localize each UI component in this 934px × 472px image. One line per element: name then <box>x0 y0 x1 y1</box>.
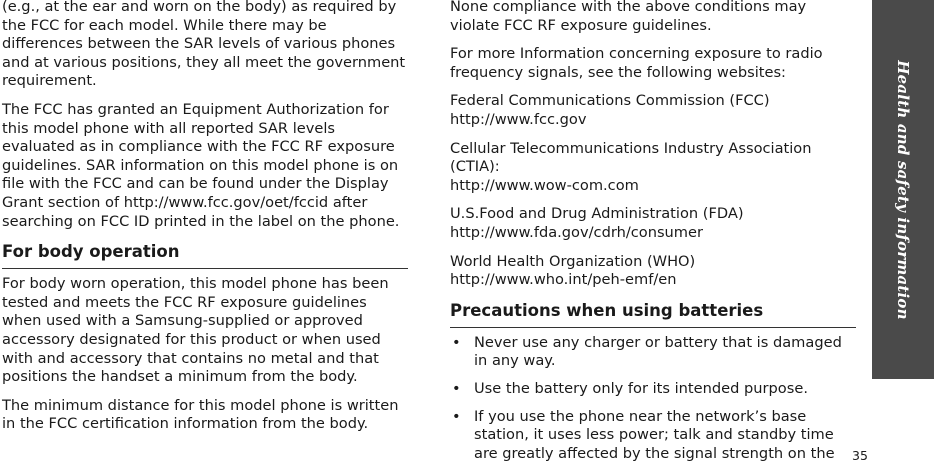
text-line: violate FCC RF exposure guidelines. <box>450 16 712 34</box>
left-column <box>2 0 408 444</box>
text-line: requirement. <box>2 72 97 90</box>
website-ctia <box>450 140 856 196</box>
org-url: http://www.fda.gov/cdrh/consumer <box>450 223 703 241</box>
text-line: The minimum distance for this model phone is written <box>2 396 399 414</box>
heading-body-operation: For body operation <box>2 241 408 269</box>
text-line: Grant section of http://www.fcc.gov/oet/fccid after <box>2 193 368 211</box>
website-fda <box>450 205 856 242</box>
org-url: http://www.who.int/peh-emf/en <box>450 271 677 289</box>
text-line: searching on FCC ID printed in the label on the phone. <box>2 212 400 230</box>
text-line: are greatly affected by the signal strength on the <box>474 444 835 462</box>
text-line: For body worn operation, this model phone has been <box>2 275 389 293</box>
section-title: Health and safety information <box>894 59 912 320</box>
org-name: U.S.Food and Drug Administration (FDA) <box>450 205 744 223</box>
text-line: If you use the phone near the network’s base <box>474 407 807 425</box>
paragraph-equipment-authorization <box>2 101 408 231</box>
org-name: Cellular Telecommunications Industry Association <box>450 139 812 157</box>
text-line: frequency signals, see the following websites: <box>450 63 786 81</box>
text-line: accessory designated for this product or when used <box>2 330 381 348</box>
paragraph-noncompliance <box>450 0 856 35</box>
list-item <box>450 408 856 464</box>
text-line: (e.g., at the ear and worn on the body) as required by <box>2 0 397 15</box>
website-who <box>450 253 856 290</box>
list-item <box>450 380 856 399</box>
text-line: The FCC has granted an Equipment Authorization for <box>2 100 389 118</box>
text-line: station, it uses less power; talk and standby time <box>474 426 834 444</box>
paragraph-more-information <box>450 45 856 82</box>
org-url: http://www.fcc.gov <box>450 110 587 128</box>
text-line: Use the battery only for its intended purpose. <box>474 379 808 397</box>
text-line: tested and meets the FCC RF exposure guidelines <box>2 293 367 311</box>
text-line: file with the FCC and can be found under the Display <box>2 175 389 193</box>
text-line: None compliance with the above conditions may <box>450 0 807 15</box>
bullet-icon: • <box>452 333 461 351</box>
org-name: World Health Organization (WHO) <box>450 252 696 270</box>
text-line: in any way. <box>474 352 556 370</box>
website-fcc <box>450 92 856 129</box>
heading-battery-precautions: Precautions when using batteries <box>450 300 856 328</box>
org-name-abbr: (CTIA): <box>450 158 500 176</box>
text-line: in the FCC certification information from the body. <box>2 415 369 433</box>
bullet-icon: • <box>452 407 461 425</box>
paragraph-minimum-distance <box>2 397 408 434</box>
bullet-icon: • <box>452 379 461 397</box>
page-number: 35 <box>852 448 868 463</box>
paragraph-body-worn <box>2 275 408 387</box>
text-line: positions the handset a minimum from the body. <box>2 368 358 386</box>
text-line: when used with a Samsung-supplied or approved <box>2 312 363 330</box>
text-line: guidelines. SAR information on this model phone is on <box>2 156 399 174</box>
battery-precautions-list <box>450 334 856 464</box>
right-column <box>450 0 856 472</box>
paragraph-sar-levels <box>2 0 408 91</box>
text-line: Never use any charger or battery that is damaged <box>474 333 842 351</box>
text-line: this model phone with all reported SAR levels <box>2 119 336 137</box>
list-item <box>450 334 856 371</box>
text-line: the FCC for each model. While there may be <box>2 16 327 34</box>
section-side-tab <box>872 0 934 379</box>
text-line: and at various positions, they all meet the government <box>2 53 406 71</box>
text-line: evaluated as in compliance with the FCC RF exposure <box>2 138 395 156</box>
org-url: http://www.wow-com.com <box>450 176 639 194</box>
org-name: Federal Communications Commission (FCC) <box>450 92 770 110</box>
text-line: differences between the SAR levels of various phones <box>2 35 396 53</box>
text-line: For more Information concerning exposure to radio <box>450 45 823 63</box>
text-line: with and accessory that contains no metal and that <box>2 349 379 367</box>
